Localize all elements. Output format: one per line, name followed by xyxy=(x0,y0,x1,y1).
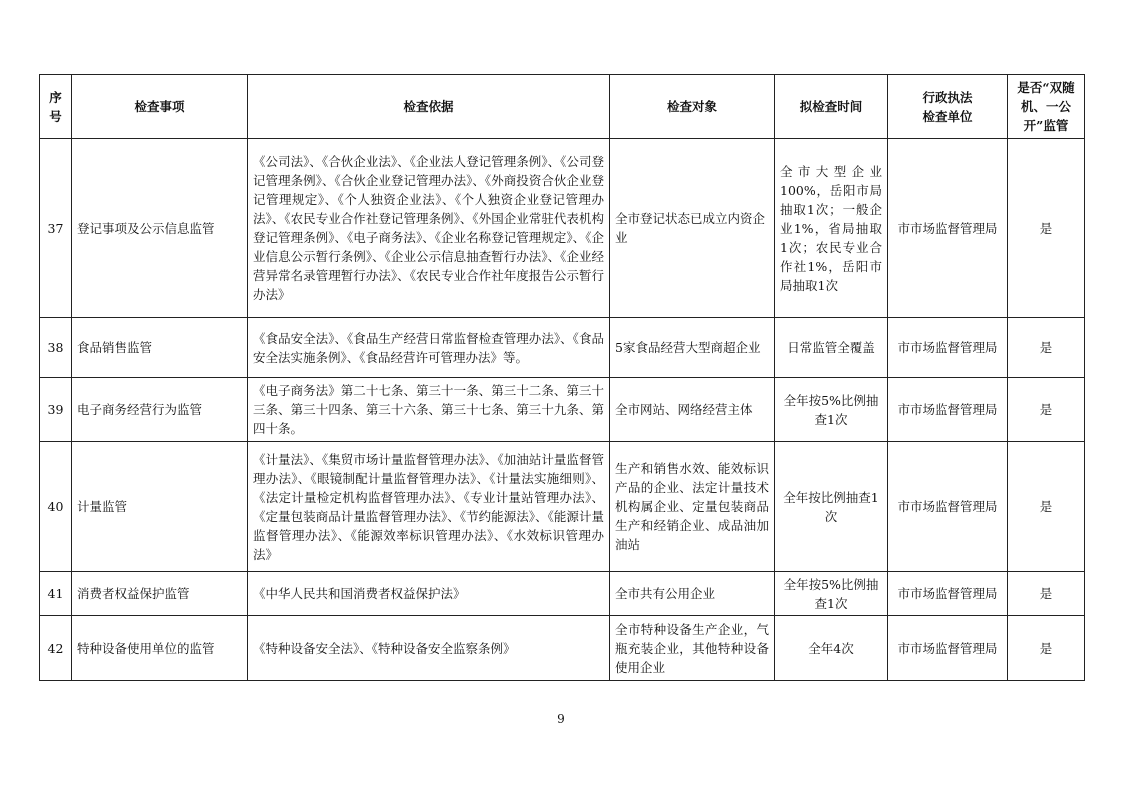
cell-target: 全市共有公用企业 xyxy=(610,572,775,616)
cell-basis: 《中华人民共和国消费者权益保护法》 xyxy=(248,572,610,616)
cell-unit: 市市场监督管理局 xyxy=(888,318,1008,378)
header-item xyxy=(72,75,248,139)
cell-basis: 《特种设备安全法》、《特种设备安全监察条例》 xyxy=(248,616,610,681)
table-header xyxy=(40,75,1085,139)
cell-item: 消费者权益保护监管 xyxy=(72,572,248,616)
header-time xyxy=(775,75,888,139)
cell-target: 5家食品经营大型商超企业 xyxy=(610,318,775,378)
table-body xyxy=(40,139,1085,681)
cell-basis: 《公司法》、《合伙企业法》、《企业法人登记管理条例》、《公司登记管理条例》、《合伙企业登记管理办法》、《外商投资合伙企业登记管理规定》、《个人独资企业法》、《个人独资企业登记管理办法》、《农民专业合作社登记管理条例》、《外国企业常驻代表机构登记管理条例》、《电子商务法》、《企业名称登记管理规定》、《企业信息公示暂行条例》、《企业公示信息抽查暂行办法》、《企业经营异常名录管理暂行办法》、《农民专业合作社年度报告公示暂行办法》 xyxy=(248,139,610,318)
cell-time: 日常监管全覆盖 xyxy=(775,318,888,378)
cell-seq: 42 xyxy=(40,616,72,681)
table-row xyxy=(40,442,1085,572)
cell-target: 全市登记状态已成立内资企业 xyxy=(610,139,775,318)
table-row xyxy=(40,318,1085,378)
cell-time: 全市大型企业100%，岳阳市局抽取1次；一般企业1%，省局抽取1次；农民专业合作社1%，岳阳市局抽取1次 xyxy=(775,139,888,318)
cell-basis: 《计量法》、《集贸市场计量监督管理办法》、《加油站计量监督管理办法》、《眼镜制配计量监督管理办法》、《计量法实施细则》、《法定计量检定机构监督管理办法》、《专业计量站管理办法》、《定量包装商品计量监督管理办法》、《节约能源法》、《能源计量监督管理办法》、《能源效率标识管理办法》、《水效标识管理办法》 xyxy=(248,442,610,572)
cell-random: 是 xyxy=(1008,616,1085,681)
cell-random: 是 xyxy=(1008,378,1085,442)
cell-random: 是 xyxy=(1008,139,1085,318)
cell-random: 是 xyxy=(1008,442,1085,572)
header-basis-label: 检查依据 xyxy=(403,99,454,114)
cell-item: 特种设备使用单位的监管 xyxy=(72,616,248,681)
cell-seq: 41 xyxy=(40,572,72,616)
inspection-table xyxy=(39,74,1085,681)
cell-random: 是 xyxy=(1008,572,1085,616)
cell-unit: 市市场监督管理局 xyxy=(888,442,1008,572)
header-unit xyxy=(888,75,1008,139)
cell-item: 食品销售监管 xyxy=(72,318,248,378)
cell-unit: 市市场监督管理局 xyxy=(888,378,1008,442)
page-number: 9 xyxy=(557,712,565,726)
cell-item: 电子商务经营行为监管 xyxy=(72,378,248,442)
table-row xyxy=(40,572,1085,616)
header-seq xyxy=(40,75,72,139)
header-time-label: 拟检查时间 xyxy=(799,99,863,114)
cell-seq: 37 xyxy=(40,139,72,318)
header-item-label: 检查事项 xyxy=(134,99,185,114)
cell-basis: 《电子商务法》第二十七条、第三十一条、第三十二条、第三十三条、第三十四条、第三十六条、第三十七条、第三十九条、第四十条。 xyxy=(248,378,610,442)
cell-time: 全年按比例抽查1次 xyxy=(775,442,888,572)
header-unit-label-line1: 行政执法 xyxy=(922,89,973,105)
cell-seq: 38 xyxy=(40,318,72,378)
header-random xyxy=(1008,75,1085,139)
cell-unit: 市市场监督管理局 xyxy=(888,572,1008,616)
header-basis xyxy=(248,75,610,139)
table-row xyxy=(40,378,1085,442)
cell-target: 生产和销售水效、能效标识产品的企业、法定计量技术机构属企业、定量包装商品生产和经销企业、成品油加油站 xyxy=(610,442,775,572)
cell-time: 全年4次 xyxy=(775,616,888,681)
cell-random: 是 xyxy=(1008,318,1085,378)
cell-seq: 40 xyxy=(40,442,72,572)
cell-target: 全市特种设备生产企业，气瓶充装企业，其他特种设备使用企业 xyxy=(610,616,775,681)
table-row xyxy=(40,616,1085,681)
cell-item: 计量监管 xyxy=(72,442,248,572)
cell-basis: 《食品安全法》、《食品生产经营日常监督检查管理办法》、《食品安全法实施条例》、《食品经营许可管理办法》等。 xyxy=(248,318,610,378)
cell-target: 全市网站、网络经营主体 xyxy=(610,378,775,442)
cell-unit: 市市场监督管理局 xyxy=(888,616,1008,681)
cell-item: 登记事项及公示信息监管 xyxy=(72,139,248,318)
cell-seq: 39 xyxy=(40,378,72,442)
header-random-label: 是否“双随机、一公开”监管 xyxy=(1017,80,1075,133)
header-target-label: 检查对象 xyxy=(666,99,717,114)
cell-time: 全年按5%比例抽查1次 xyxy=(775,378,888,442)
cell-time: 全年按5%比例抽查1次 xyxy=(775,572,888,616)
header-row xyxy=(40,75,1085,139)
cell-unit: 市市场监督管理局 xyxy=(888,139,1008,318)
header-target xyxy=(610,75,775,139)
header-unit-label-line2: 检查单位 xyxy=(922,108,973,124)
table-row xyxy=(40,139,1085,318)
header-seq-label: 序号 xyxy=(49,89,62,124)
